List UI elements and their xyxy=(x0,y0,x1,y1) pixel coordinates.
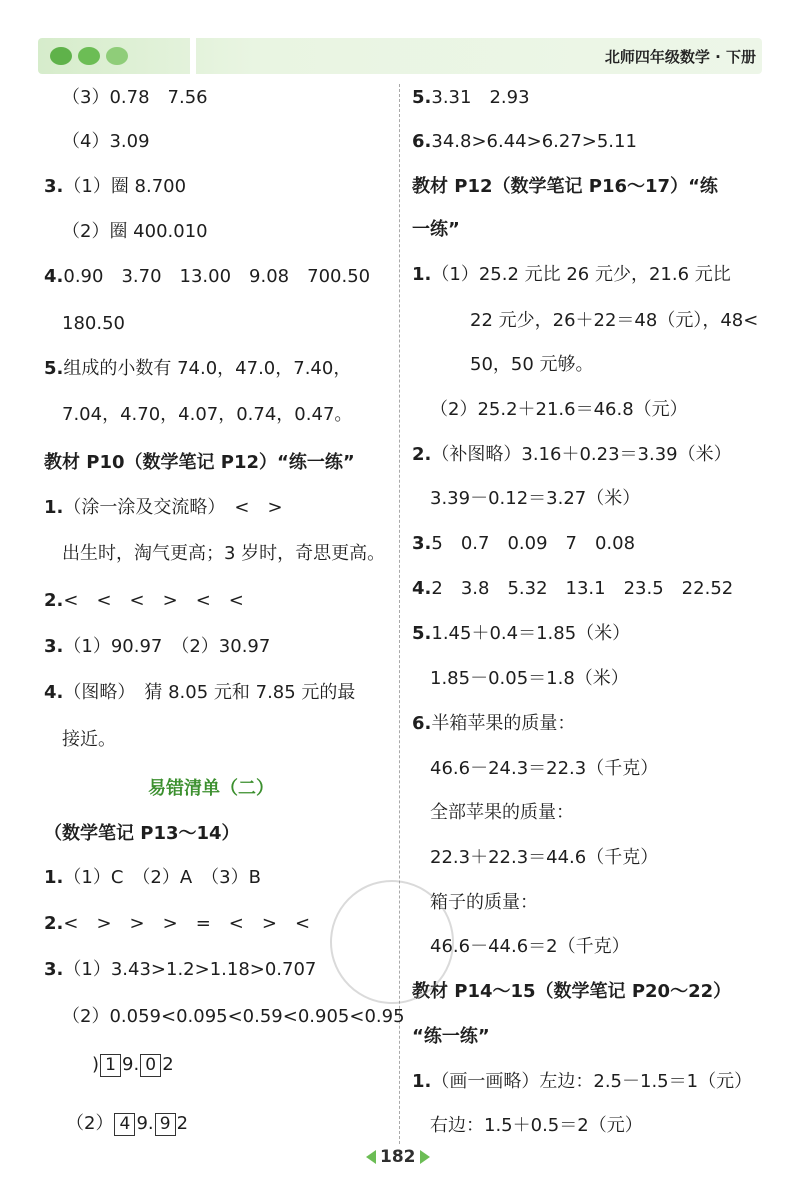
answer-line: 2.< < < > < < xyxy=(44,590,244,611)
answer-line: 4.2 3.8 5.32 13.1 23.5 22.52 xyxy=(412,578,734,599)
section-heading: 教材 P12（数学笔记 P16～17）“练 xyxy=(412,176,718,197)
answer-line: 出生时，淘气更高；3 岁时，奇思更高。 xyxy=(62,543,386,564)
answer-box: 1 xyxy=(100,1054,121,1077)
answer-line: （3）0.78 7.56 xyxy=(62,87,208,108)
answer-line: （4）3.09 xyxy=(62,131,150,152)
answer-line: 5.3.31 2.93 xyxy=(412,87,530,108)
answer-line: 22 元少，26＋22＝48（元），48< xyxy=(470,310,759,331)
arrow-left-icon xyxy=(366,1150,376,1164)
section-heading: （数学笔记 P13～14） xyxy=(44,823,240,844)
arrow-right-icon xyxy=(420,1150,430,1164)
dot-icon xyxy=(78,47,100,65)
section-heading: 一练” xyxy=(412,219,460,240)
answer-line: 7.04，4.70，4.07，0.74，0.47。 xyxy=(62,404,353,425)
answer-line: （2）0.059<0.095<0.59<0.905<0.95 xyxy=(62,1006,405,1027)
section-heading: 教材 P10（数学笔记 P12）“练一练” xyxy=(44,452,355,473)
answer-line: 1.（涂一涂及交流略） < > xyxy=(44,497,283,518)
answer-line: 180.50 xyxy=(62,313,125,334)
answer-line: 3.（1）3.43>1.2>1.18>0.707 xyxy=(44,959,317,980)
answer-line: 50，50 元够。 xyxy=(470,354,594,375)
section-title: 易错清单（二） xyxy=(148,778,274,799)
answer-line: （2）25.2＋21.6＝46.8（元） xyxy=(430,399,688,420)
answer-line: 3.5 0.7 0.09 7 0.08 xyxy=(412,533,636,554)
answer-line: 1.（1）25.2 元比 26 元少，21.6 元比 xyxy=(412,264,731,285)
answer-line: 3.39－0.12＝3.27（米） xyxy=(430,488,641,509)
answer-line: 接近。 xyxy=(62,729,116,750)
answer-box: 0 xyxy=(140,1054,161,1077)
answer-line: 4.0.90 3.70 13.00 9.08 700.50 xyxy=(44,266,371,287)
answer-line: 5.1.45＋0.4＝1.85（米） xyxy=(412,623,631,644)
dot-icon xyxy=(106,47,128,65)
boxed-answer-row: ) 1 9. 0 2 xyxy=(92,1054,174,1075)
section-heading: “练一练” xyxy=(412,1026,490,1047)
answer-line: 箱子的质量： xyxy=(430,892,538,913)
answer-line: 5.组成的小数有 74.0，47.0，7.40， xyxy=(44,358,352,379)
header-dots-icon xyxy=(50,47,128,65)
answer-box: 4 xyxy=(114,1113,135,1136)
answer-line: 1.（画一画略）左边：2.5－1.5＝1（元） xyxy=(412,1071,753,1092)
answer-line: 1.（1）C （2）A （3）B xyxy=(44,867,261,888)
answer-line: 3.（1）圈 8.700 xyxy=(44,176,187,197)
page-number xyxy=(366,1147,430,1167)
answer-line: 右边：1.5＋0.5＝2（元） xyxy=(430,1115,643,1136)
boxed-answer-row: （2） 4 9. 9 2 xyxy=(66,1113,189,1134)
page-header-title: 北师四年级数学 · 下册 xyxy=(604,48,756,66)
answer-line: 2.（补图略）3.16＋0.23＝3.39（米） xyxy=(412,444,732,465)
answer-line: （2）圈 400.010 xyxy=(62,221,208,242)
answer-line: 46.6－44.6＝2（千克） xyxy=(430,936,630,957)
answer-line: 1.85－0.05＝1.8（米） xyxy=(430,668,629,689)
dot-icon xyxy=(50,47,72,65)
page-number-text: 182 xyxy=(380,1147,416,1167)
answer-line: 22.3＋22.3＝44.6（千克） xyxy=(430,847,659,868)
answer-line: 46.6－24.3＝22.3（千克） xyxy=(430,758,659,779)
section-heading: 教材 P14～15（数学笔记 P20～22） xyxy=(412,981,732,1002)
answer-line: 全部苹果的质量： xyxy=(430,802,574,823)
answer-line: 2.< > > > = < > < xyxy=(44,913,311,934)
answer-box: 9 xyxy=(155,1113,176,1136)
header-divider xyxy=(190,38,196,74)
answer-line: 6.半箱苹果的质量： xyxy=(412,713,576,734)
answer-line: 3.（1）90.97 （2）30.97 xyxy=(44,636,271,657)
answer-line: 6.34.8>6.44>6.27>5.11 xyxy=(412,131,637,152)
answer-line: 4.（图略） 猜 8.05 元和 7.85 元的最 xyxy=(44,682,356,703)
